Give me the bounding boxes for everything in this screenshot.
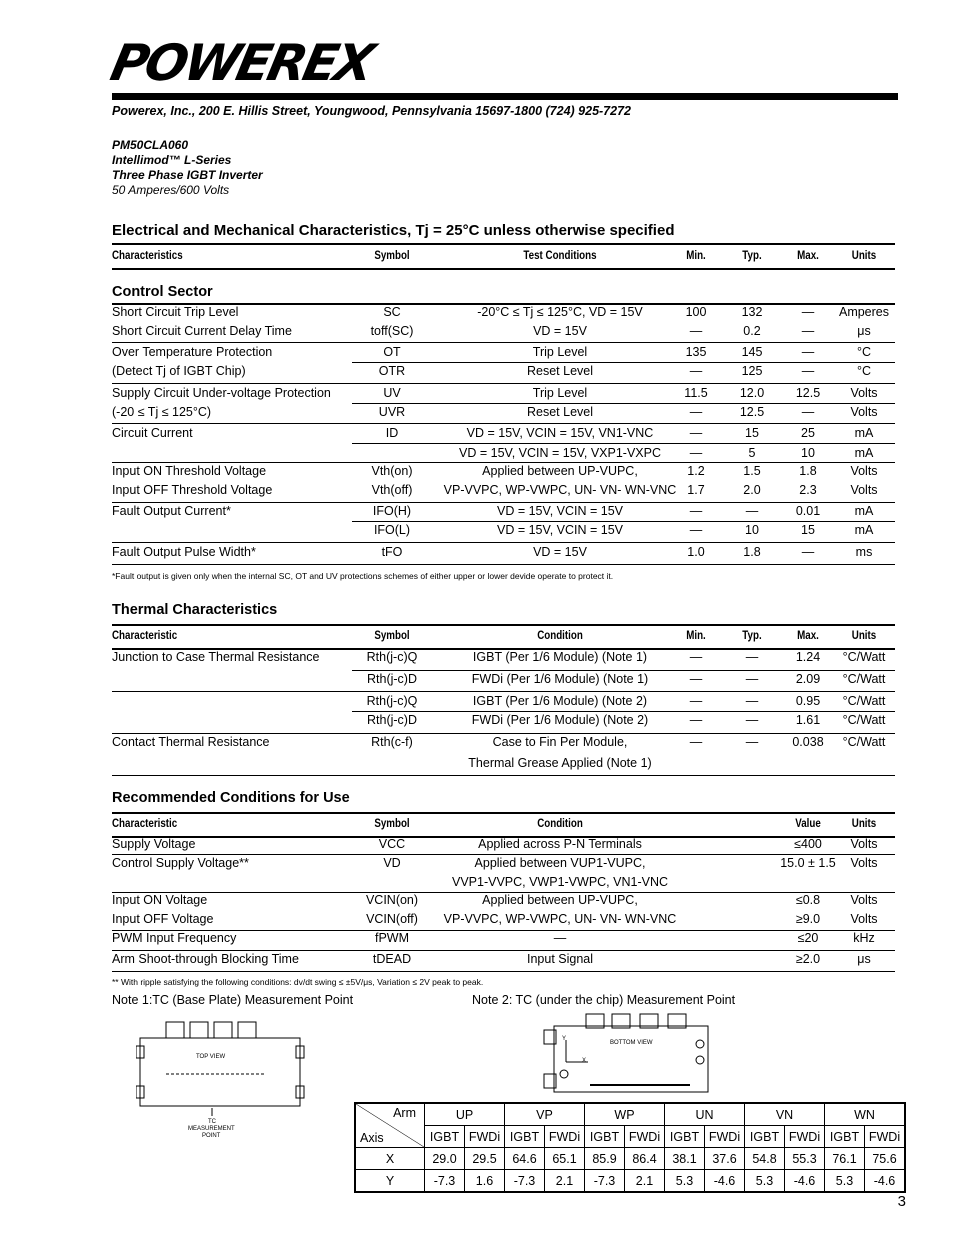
electrical-row-0-col-2: -20°C ≤ Tj ≤ 125°C, VD = 15V [477,305,643,319]
axis-cell: Y [355,1170,425,1193]
electrical-row-2-col-3: 135 [685,345,707,359]
recommended-header-4: Units [851,818,877,830]
series: Intellimod™ L-Series [112,153,232,167]
electrical-subrule [352,362,895,363]
electrical-row-2-col-6: °C [856,345,872,359]
electrical-row-10-col-2: VD = 15V, VCIN = 15V [496,504,623,518]
recommended-header-2: Condition [537,818,583,830]
arm-coordinates-table [354,1102,906,1193]
electrical-header-5: Max. [797,250,819,262]
recommended-row-6-col-2: Input Signal [526,952,594,966]
value-cell: 86.4 [625,1148,665,1170]
bottom-view-label: BOTTOM VIEW [610,1040,653,1046]
thermal-header-3: Min. [686,630,706,642]
electrical-row-7-col-3: — [689,446,703,460]
electrical-row-7-col-6: mA [854,446,874,460]
arm-header: UN [665,1103,745,1126]
recommended-row-5-col-3: ≤20 [797,931,819,945]
electrical-row-6-col-3: — [689,426,703,440]
thermal-row-4-col-3: — [689,735,703,749]
axis-cell: X [355,1148,425,1170]
value-cell: 54.8 [745,1148,785,1170]
electrical-row-11-col-6: mA [854,523,874,537]
electrical-row-6-col-5: 25 [801,426,815,440]
electrical-rule [112,542,895,543]
axis-label: Axis [360,1131,384,1145]
electrical-row-0-col-3: 100 [685,305,707,319]
electrical-header-6: Units [851,250,877,262]
electrical-row-1-col-6: μs [857,324,871,338]
value-cell: 64.6 [505,1148,545,1170]
recommended-row-0-col-4: Volts [850,837,878,851]
electrical-row-7-col-5: 10 [801,446,815,460]
recommended-row-0-col-2: Applied across P-N Terminals [478,837,642,851]
recommended-row-1-col-4: Volts [850,856,878,870]
thermal-row-1-col-1: Rth(j-c)D [367,672,417,686]
recommended-row-1-col-3: 15.0 ± 1.5 [780,856,836,870]
value-cell: 29.5 [465,1148,505,1170]
top-view-label: TOP VIEW [196,1054,226,1060]
value-cell: 5.3 [665,1170,705,1193]
thermal-row-4-col-6: °C/Watt [842,735,886,749]
electrical-row-5-col-5: — [801,405,815,419]
recommended-row-5-col-4: kHz [853,931,875,945]
thermal-row-2-col-3: — [689,694,703,708]
thermal-row-3-col-6: °C/Watt [842,713,886,727]
electrical-row-0-col-5: — [801,305,815,319]
recommended-rule [112,854,895,855]
recommended-row-2-col-2: VVP1-VVPC, VWP1-VWPC, VN1-VNC [451,875,668,889]
product-type: Three Phase IGBT Inverter [112,168,263,182]
electrical-row-10-col-4: — [745,504,759,518]
note2-label: Note 2: TC (under the chip) Measurement Point [472,993,736,1007]
electrical-row-6-col-1: ID [385,426,399,440]
electrical-row-12-col-2: VD = 15V [533,545,587,559]
thermal-row-3-col-1: Rth(j-c)D [367,713,417,727]
recommended-footnote: ** With ripple satisfying the following conditions: dv/dt swing ≤ ±5V/μs, Variation ≤ 2V peak to peak. [112,977,484,987]
electrical-row-5-col-1: UVR [378,405,406,419]
recommended-row-0-col-1: VCC [378,837,406,851]
electrical-row-4-col-4: 12.0 [739,386,765,400]
recommended-row-4-col-1: VCIN(off) [366,912,418,926]
recommended-row-3-col-0: Input ON Voltage [112,893,208,907]
electrical-row-7-col-4: 5 [748,446,756,460]
header-bar [112,93,898,100]
electrical-row-6-col-0: Circuit Current [112,426,193,440]
device-subheader: FWDi [705,1126,745,1148]
electrical-top-rule [112,243,895,245]
electrical-row-2-col-4: 145 [741,345,763,359]
electrical-footnote: *Fault output is given only when the internal SC, OT and UV protections schemes of either upper or lower devide operate to protect it. [112,571,614,581]
electrical-row-5-col-0: (-20 ≤ Tj ≤ 125°C) [112,405,212,419]
value-cell: 2.1 [545,1170,585,1193]
thermal-row-5-col-2: Thermal Grease Applied (Note 1) [468,756,652,770]
electrical-row-2-col-2: Trip Level [532,345,588,359]
electrical-row-12-col-1: tFO [381,545,403,559]
value-cell: 65.1 [545,1148,585,1170]
recommended-row-6-col-1: tDEAD [372,952,412,966]
value-cell: -7.3 [425,1170,465,1193]
value-cell: 55.3 [785,1148,825,1170]
value-cell: -4.6 [705,1170,745,1193]
thermal-header-4: Typ. [742,630,762,642]
table-row [355,1148,905,1170]
device-subheader: FWDi [785,1126,825,1148]
electrical-row-4-col-0: Supply Circuit Under-voltage Protection [112,386,331,400]
electrical-row-8-col-1: Vth(on) [371,464,413,478]
thermal-row-4-col-1: Rth(c-f) [371,735,413,749]
electrical-row-12-col-5: — [801,545,815,559]
thermal-row-4-col-4: — [745,735,759,749]
thermal-row-0-col-0: Junction to Case Thermal Resistance [112,650,320,664]
thermal-rule [112,691,895,692]
electrical-row-8-col-4: 1.5 [743,464,761,478]
recommended-row-4-col-4: Volts [850,912,878,926]
electrical-row-3-col-0: (Detect Tj of IGBT Chip) [112,364,246,378]
thermal-row-4-col-2: Case to Fin Per Module, [492,735,628,749]
thermal-subrule [352,711,895,712]
value-cell: 5.3 [825,1170,865,1193]
electrical-row-4-col-5: 12.5 [795,386,821,400]
electrical-row-3-col-3: — [689,364,703,378]
recommended-row-4-col-2: VP-VVPC, WP-VWPC, UN- VN- WN-VNC [443,912,677,926]
thermal-row-1-col-3: — [689,672,703,686]
electrical-row-10-col-3: — [689,504,703,518]
electrical-row-3-col-1: OTR [378,364,406,378]
electrical-row-5-col-3: — [689,405,703,419]
device-subheader: FWDi [865,1126,906,1148]
recommended-header-1: Symbol [374,818,410,830]
electrical-row-10-col-0: Fault Output Current* [112,504,231,518]
electrical-header-0: Characteristics [112,250,183,262]
point-label: POINT [202,1133,221,1139]
value-cell: 29.0 [425,1148,465,1170]
electrical-row-6-col-2: VD = 15V, VCIN = 15V, VN1-VNC [466,426,654,440]
recommended-row-5-col-1: fPWM [374,931,410,945]
electrical-row-5-col-6: Volts [850,405,878,419]
recommended-row-1-col-2: Applied between VUP1-VUPC, [474,856,646,870]
thermal-row-1-col-6: °C/Watt [842,672,886,686]
note1-label: Note 1:TC (Base Plate) Measurement Point [112,993,354,1007]
electrical-row-5-col-4: 12.5 [739,405,765,419]
electrical-row-9-col-3: 1.7 [687,483,705,497]
electrical-row-11-col-2: VD = 15V, VCIN = 15V [496,523,623,537]
thermal-row-2-col-2: IGBT (Per 1/6 Module) (Note 2) [472,694,648,708]
arm-axis-corner [355,1103,425,1148]
arm-header: UP [425,1103,505,1126]
control-sector-title: Control Sector [112,284,213,300]
device-subheader: IGBT [585,1126,625,1148]
electrical-row-10-col-1: IFO(H) [372,504,412,518]
electrical-title: Electrical and Mechanical Characteristics, Tj = 25°C unless otherwise specified [112,222,675,239]
device-subheader: IGBT [665,1126,705,1148]
recommended-rule [112,930,895,931]
device-subheader: IGBT [825,1126,865,1148]
thermal-row-2-col-1: Rth(j-c)Q [366,694,418,708]
recommended-row-4-col-3: ≥9.0 [795,912,821,926]
electrical-header-rule [112,268,895,270]
recommended-rule [112,971,895,972]
thermal-header-5: Max. [797,630,819,642]
thermal-row-3-col-4: — [745,713,759,727]
electrical-row-8-col-3: 1.2 [687,464,705,478]
electrical-row-9-col-5: 2.3 [799,483,817,497]
recommended-title: Recommended Conditions for Use [112,790,350,806]
thermal-header-6: Units [851,630,877,642]
recommended-row-6-col-3: ≥2.0 [795,952,821,966]
electrical-row-3-col-5: — [801,364,815,378]
value-cell: -7.3 [585,1170,625,1193]
electrical-rule [112,564,895,565]
value-cell: 1.6 [465,1170,505,1193]
arm-header: VP [505,1103,585,1126]
thermal-row-3-col-3: — [689,713,703,727]
electrical-row-1-col-2: VD = 15V [533,324,587,338]
recommended-row-3-col-1: VCIN(on) [365,893,419,907]
thermal-rule [112,775,895,776]
electrical-subrule [352,403,895,404]
top-view-diagram [136,1016,306,1141]
arm-header: VN [745,1103,825,1126]
electrical-row-0-col-4: 132 [741,305,763,319]
recommended-row-0-col-0: Supply Voltage [112,837,196,851]
thermal-row-3-col-2: FWDi (Per 1/6 Module) (Note 2) [471,713,649,727]
recommended-row-1-col-0: Control Supply Voltage** [112,856,249,870]
recommended-row-3-col-2: Applied between UP-VUPC, [482,893,638,907]
electrical-row-11-col-3: — [689,523,703,537]
company-address: Powerex, Inc., 200 E. Hillis Street, Youngwood, Pennsylvania 15697-1800 (724) 925-7272 [112,104,631,118]
electrical-row-3-col-2: Reset Level [526,364,593,378]
recommended-rule [112,950,895,951]
arm-header: WP [585,1103,665,1126]
thermal-row-0-col-4: — [745,650,759,664]
recommended-row-6-col-4: μs [857,952,871,966]
thermal-row-0-col-3: — [689,650,703,664]
electrical-row-12-col-4: 1.8 [743,545,761,559]
electrical-row-8-col-2: Applied between UP-VUPC, [482,464,638,478]
value-cell: 2.1 [625,1170,665,1193]
thermal-row-2-col-6: °C/Watt [842,694,886,708]
recommended-row-3-col-4: Volts [850,893,878,907]
electrical-row-9-col-4: 2.0 [743,483,761,497]
electrical-row-4-col-6: Volts [850,386,878,400]
recommended-header-3: Value [795,818,821,830]
electrical-row-6-col-6: mA [854,426,874,440]
electrical-row-1-col-1: toff(SC) [370,324,414,338]
thermal-title: Thermal Characteristics [112,602,278,618]
electrical-subrule [352,521,895,522]
electrical-row-0-col-1: SC [383,305,401,319]
recommended-row-4-col-0: Input OFF Voltage [112,912,214,926]
thermal-row-0-col-1: Rth(j-c)Q [366,650,418,664]
electrical-row-3-col-4: 125 [741,364,763,378]
thermal-row-4-col-5: 0.038 [792,735,824,749]
value-cell: 5.3 [745,1170,785,1193]
electrical-rule [112,342,895,343]
device-subheader: FWDi [625,1126,665,1148]
y-axis-label: Y [562,1036,567,1042]
recommended-row-5-col-0: PWM Input Frequency [112,931,237,945]
electrical-rule [112,462,895,463]
electrical-row-12-col-0: Fault Output Pulse Width* [112,545,256,559]
electrical-row-1-col-4: 0.2 [743,324,761,338]
electrical-row-8-col-6: Volts [850,464,878,478]
thermal-row-1-col-5: 2.09 [795,672,821,686]
value-cell: 75.6 [865,1148,906,1170]
bottom-view-diagram [540,1010,712,1096]
thermal-header-1: Symbol [374,630,410,642]
x-axis-label: X [582,1058,587,1064]
electrical-row-9-col-0: Input OFF Threshold Voltage [112,483,273,497]
thermal-row-4-col-0: Contact Thermal Resistance [112,735,270,749]
electrical-row-8-col-0: Input ON Threshold Voltage [112,464,267,478]
measurement-label: MEASUREMENT [188,1126,235,1132]
electrical-row-12-col-3: 1.0 [687,545,705,559]
electrical-row-9-col-2: VP-VVPC, WP-VWPC, UN- VN- WN-VNC [443,483,677,497]
electrical-row-3-col-6: °C [856,364,872,378]
electrical-row-1-col-3: — [689,324,703,338]
value-cell: -4.6 [785,1170,825,1193]
electrical-row-9-col-6: Volts [850,483,878,497]
value-cell: 38.1 [665,1148,705,1170]
electrical-row-12-col-6: ms [855,545,873,559]
thermal-row-2-col-4: — [745,694,759,708]
table-row [355,1170,905,1193]
electrical-rule [112,502,895,503]
electrical-subrule [352,443,895,444]
recommended-row-5-col-2: — [553,931,567,945]
electrical-row-2-col-1: OT [383,345,401,359]
thermal-rule [112,733,895,734]
device-subheader: IGBT [505,1126,545,1148]
thermal-header-2: Condition [537,630,583,642]
device-subheader: IGBT [425,1126,465,1148]
thermal-top-rule [112,624,895,626]
electrical-row-0-col-6: Amperes [838,305,890,319]
value-cell: -4.6 [865,1170,906,1193]
recommended-row-0-col-3: ≤400 [794,837,822,851]
recommended-top-rule [112,812,895,814]
recommended-rule [112,892,895,893]
device-subheader: FWDi [545,1126,585,1148]
thermal-row-1-col-2: FWDi (Per 1/6 Module) (Note 1) [471,672,649,686]
electrical-row-10-col-6: mA [854,504,874,518]
device-subheader: FWDi [465,1126,505,1148]
electrical-header-4: Typ. [742,250,762,262]
electrical-row-2-col-0: Over Temperature Protection [112,345,273,359]
electrical-row-1-col-0: Short Circuit Current Delay Time [112,324,292,338]
recommended-row-3-col-3: ≤0.8 [795,893,821,907]
thermal-row-3-col-5: 1.61 [795,713,821,727]
value-cell: 37.6 [705,1148,745,1170]
thermal-subrule [352,670,895,671]
electrical-row-0-col-0: Short Circuit Trip Level [112,305,239,319]
electrical-row-10-col-5: 0.01 [795,504,821,518]
device-subheader: IGBT [745,1126,785,1148]
electrical-row-11-col-4: 10 [745,523,759,537]
tc-label: TC [208,1119,216,1125]
electrical-header-1: Symbol [374,250,410,262]
thermal-row-0-col-5: 1.24 [795,650,821,664]
electrical-header-3: Min. [686,250,706,262]
electrical-row-4-col-2: Trip Level [532,386,588,400]
electrical-rule [112,383,895,384]
electrical-row-1-col-5: — [801,324,815,338]
value-cell: -7.3 [505,1170,545,1193]
page-number: 3 [897,1193,906,1210]
arm-header: WN [825,1103,906,1126]
recommended-header-0: Characteristic [112,818,178,830]
thermal-row-0-col-6: °C/Watt [842,650,886,664]
electrical-row-4-col-1: UV [383,386,401,400]
electrical-row-2-col-5: — [801,345,815,359]
electrical-rule [112,423,895,424]
electrical-row-8-col-5: 1.8 [799,464,817,478]
value-cell: 76.1 [825,1148,865,1170]
recommended-row-1-col-1: VD [383,856,401,870]
arm-label: Arm [393,1106,416,1120]
rating: 50 Amperes/600 Volts [112,183,230,197]
electrical-row-7-col-2: VD = 15V, VCIN = 15V, VXP1-VXPC [459,446,661,460]
electrical-row-5-col-2: Reset Level [526,405,593,419]
electrical-row-6-col-4: 15 [745,426,759,440]
thermal-row-2-col-5: 0.95 [795,694,821,708]
value-cell: 85.9 [585,1148,625,1170]
electrical-row-9-col-1: Vth(off) [371,483,413,497]
thermal-row-0-col-2: IGBT (Per 1/6 Module) (Note 1) [472,650,648,664]
electrical-row-11-col-1: IFO(L) [373,523,411,537]
electrical-row-4-col-3: 11.5 [684,386,708,400]
powerex-logo: POWEREX [105,34,377,92]
thermal-header-0: Characteristic [112,630,178,642]
electrical-row-11-col-5: 15 [801,523,815,537]
recommended-row-6-col-0: Arm Shoot-through Blocking Time [112,952,299,966]
thermal-row-1-col-4: — [745,672,759,686]
part-number: PM50CLA060 [112,138,189,152]
electrical-header-2: Test Conditions [523,250,597,262]
